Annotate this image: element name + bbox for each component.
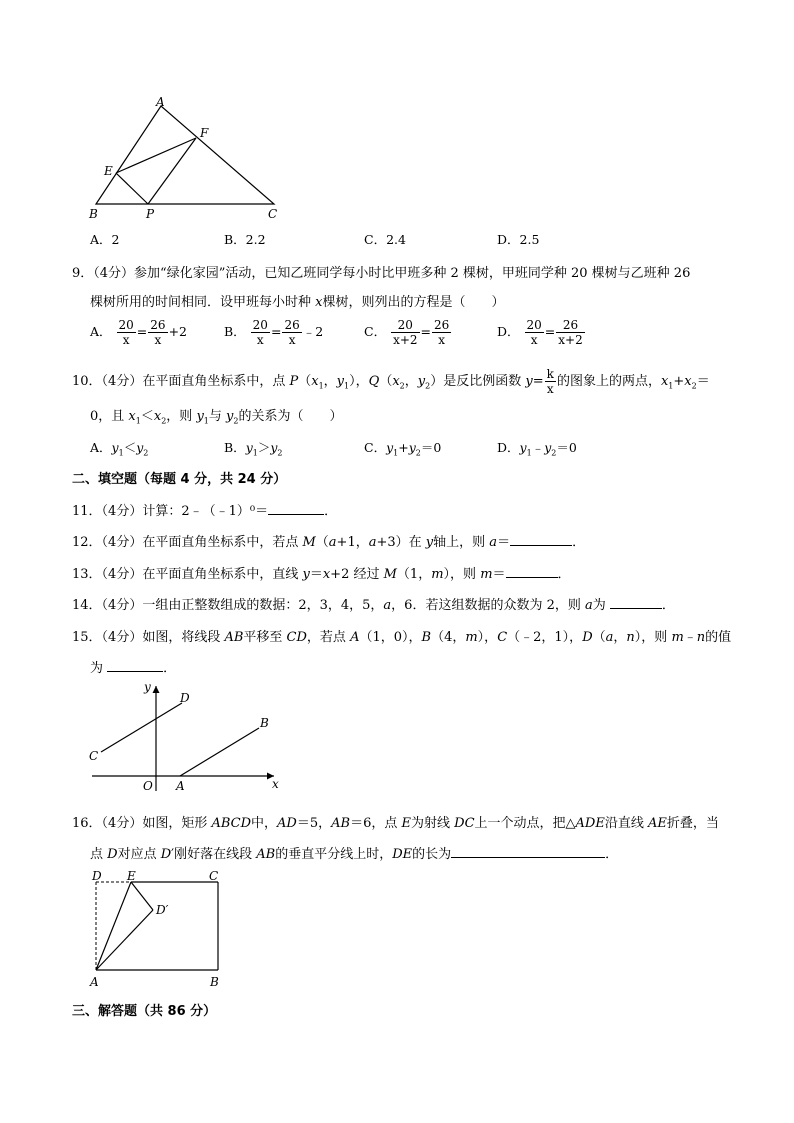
q9-option-c: C． $\frac{20}{x+2}$ = $\frac{26}{x}$ (364, 318, 450, 347)
label-F: F (200, 126, 209, 140)
q10-line2: 0，且 $x_1<x_2$，则 $y_1$与 $y_2$的关系为（ ） (90, 409, 343, 426)
q16-line1: 16．（4分）如图，矩形 ABCD中，AD＝5，AB＝6，点 E为射线 DC上一个动点，把△ADE沿直线 AE折叠，当 (72, 816, 719, 831)
label-D: D (92, 869, 102, 883)
axis-x-label: x (272, 777, 279, 791)
q10-line1: 10．（4分）在平面直角坐标系中，点 $P(x_1$，$y_1$），$Q(x_2$，$y_2$）是反比例函数 y= $\frac{k}{x}$ 的图象上的两点，$x_1+x_2=$ (72, 367, 710, 396)
section-2-heading: 二、填空题（每题 4 分，共 24 分） (72, 472, 287, 487)
q9-option-b: B． $\frac{20}{x}$ = $\frac{26}{x}$ ﹣2 (224, 318, 324, 347)
label-C: C (268, 207, 278, 221)
label-E: E (104, 164, 113, 178)
label-A: A (156, 95, 165, 109)
point-A-label: A (176, 779, 185, 793)
q10-option-b: B．$y_1>y_2$ (224, 440, 283, 458)
label-A: A (90, 975, 99, 989)
q10-option-a: A．$y_1<y_2$ (90, 440, 149, 458)
q14: 14．（4分）一组由正整数组成的数据：2，3，4，5，a，6．若这组数据的众数为 2，则 a为 ． (72, 598, 675, 613)
triangle-figure-q8 (86, 94, 286, 222)
coordinate-figure-q15 (84, 676, 294, 796)
q16-line2: 点 D对应点 D′刚好落在线段 AB的垂直平分线上时，DE的长为 ． (90, 847, 619, 862)
q10-option-d: D．$y_1﹣y_2=0$ (497, 440, 577, 458)
q15-line1: 15．（4分）如图，将线段 AB平移至 CD，若点 A（1，0），B（4，m），C（﹣2，1），D（a，n），则 m﹣n的值 (72, 630, 732, 645)
q10-option-c: C．$y_1+y_2=0$ (364, 440, 442, 458)
label-B: B (210, 975, 219, 989)
label-E: E (127, 869, 136, 883)
point-B-label: B (260, 716, 269, 730)
q13: 13．（4分）在平面直角坐标系中，直线 y＝x+2 经过 M（1，m），则 m＝ ． (72, 567, 571, 582)
point-D-label: D (180, 691, 190, 705)
q9-line1: 9．（4分）参加“绿化家园”活动，已知乙班同学每小时比甲班多种 2 棵树，甲班同学种 20 棵树与乙班种 26 (72, 266, 691, 281)
label-C: C (209, 869, 219, 883)
q8-option-c: C．2.4 (364, 232, 406, 247)
point-C-label: C (89, 749, 99, 763)
q9-option-a: A． $\frac{20}{x}$ = $\frac{26}{x}$ +2 (90, 318, 187, 347)
q15-line2: 为 ． (90, 661, 177, 676)
q12: 12．（4分）在平面直角坐标系中，若点 M（a+1，a+3）在 y轴上，则 a＝ ． (72, 535, 586, 550)
label-B: B (89, 207, 98, 221)
section-3-heading: 三、解答题（共 86 分） (72, 1004, 217, 1019)
rectangle-figure-q16 (86, 866, 236, 992)
axis-y-label: y (144, 680, 151, 694)
q8-option-d: D．2.5 (497, 232, 540, 247)
q9-option-d: D． $\frac{20}{x}$ = $\frac{26}{x+2}$ (497, 318, 583, 347)
label-P: P (146, 207, 155, 221)
origin-label: O (143, 779, 153, 793)
label-D-prime: D′ (156, 903, 169, 917)
q8-option-a: A．2 (90, 232, 120, 247)
q9-line2: 棵树所用的时间相同．设甲班每小时种 x棵树，则列出的方程是（ ） (90, 295, 505, 310)
q8-option-b: B．2.2 (224, 232, 266, 247)
q11: 11．（4分）计算：2﹣（﹣1）⁰＝ ． (72, 504, 338, 519)
